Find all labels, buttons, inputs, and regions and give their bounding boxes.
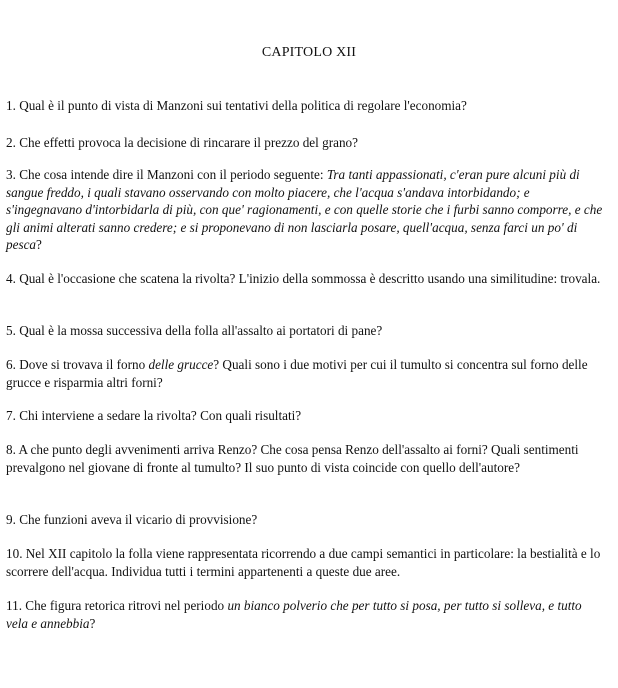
question-6-italic: delle grucce [148,357,214,372]
question-7: 7. Chi interviene a sedare la rivolta? Con quali risultati? [6,408,302,423]
question-3-intro: 3. Che cosa intende dire il Manzoni con il periodo seguente: [6,167,327,182]
question-8: 8. A che punto degli avvenimenti arriva Renzo? Che cosa pensa Renzo dell'assalto ai forni? Quali sentimenti prevalgono nel giovane di fronte al tumulto? Il suo punto di vista coincide con quello dell'autore? [6,442,579,475]
question-11-quote: un bianco polverio che per tutto si posa, per tutto si solleva, e tutto vela e annebbia [6,598,582,631]
question-2: 2. Che effetti provoca la decisione di rincarare il prezzo del grano? [6,135,358,150]
question-3 [6,166,606,254]
question-3-end: ? [36,237,42,252]
question-1: 1. Qual è il punto di vista di Manzoni sui tentativi della politica di regolare l'economia? [6,98,467,113]
question-10: 10. Nel XII capitolo la folla viene rappresentata ricorrendo a due campi semantici in particolare: la bestialità e lo scorrere dell'acqua. Individua tutti i termini appartenenti a queste due aree. [6,546,601,579]
question-3-quote: Tra tanti appassionati, c'eran pure alcuni più di sangue freddo, i quali stavano osservando con molto piacere, che l'acqua s'andava intorbidando; e s'ingegnavano d'intorbidarla di più, con que' ragionamenti, e con quelle storie che i furbi sanno comporre, e che gli animi alterati sanno credere; e si proponevano di non lasciarla posare, quell'acqua, senza farci un po' di pesca [6,167,603,252]
question-6-rest: ? Quali sono i due motivi per cui il tumulto si concentra sul forno delle grucce e risparmia altri forni? [6,357,588,390]
page-title: CAPITOLO XII [261,45,357,60]
question-11-end: ? [89,615,96,631]
question-5: 5. Qual è la mossa successiva della folla all'assalto ai portatori di pane? [6,323,383,338]
question-11-intro: 11. Che figura retorica ritrovi nel periodo [6,598,228,613]
question-11 [6,597,606,632]
question-6 [6,356,606,391]
question-6-intro: 6. Dove si trovava il forno [6,357,149,372]
question-4: 4. Qual è l'occasione che scatena la rivolta? L'inizio della sommossa è descritto usando una similitudine: trovala. [6,271,601,286]
question-9: 9. Che funzioni aveva il vicario di provvisione? [6,512,258,527]
